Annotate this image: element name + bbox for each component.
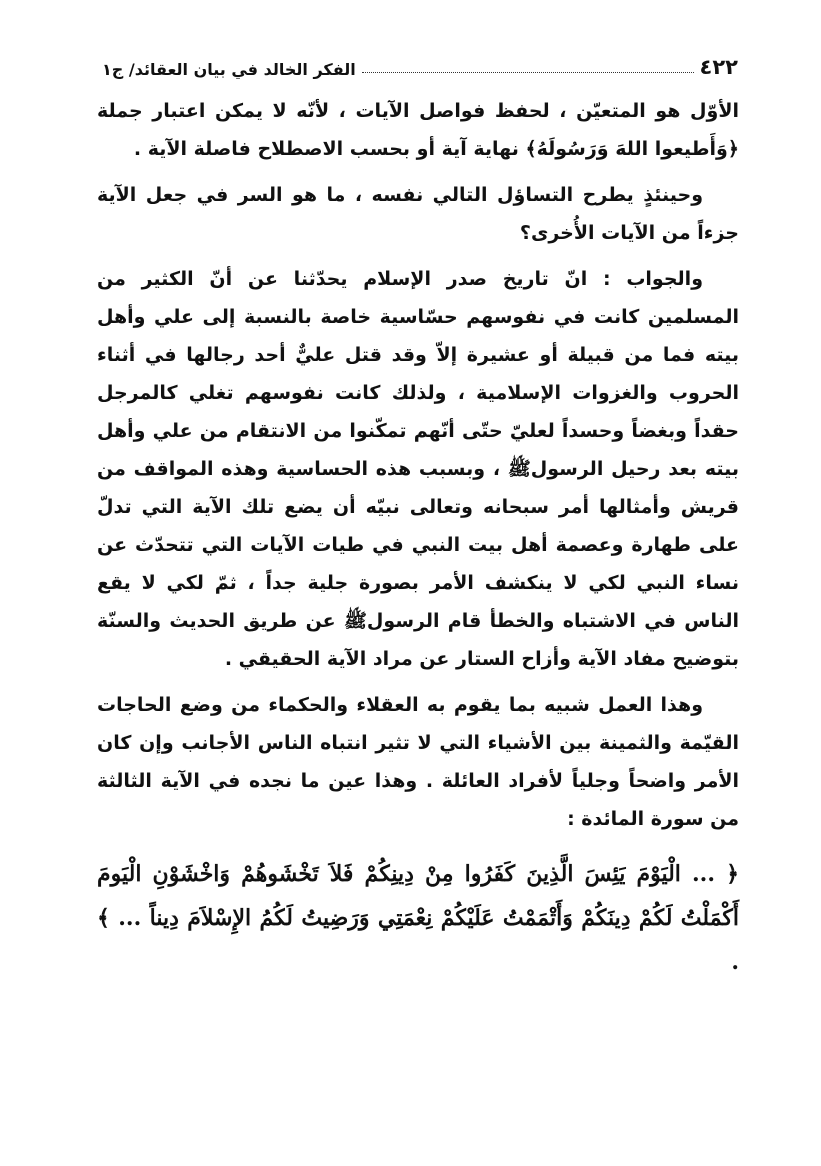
header-dotted-leader (362, 72, 694, 73)
paragraph-4: وهذا العمل شبيه بما يقوم به العقلاء والحكماء من وضع الحاجات القيّمة والثمينة بين الأشياء التي لا تثير انتباه الناس الأجانب وإن كان الأمر واضحاً وجلياً لأفراد العائلة . وهذا عين ما نجده في الآية الثالثة من سورة المائدة : (97, 694, 739, 830)
paragraph-2: وحينئذٍ يطرح التساؤل التالي نفسه ، ما هو السر في جعل الآية جزءاً من الآيات الأُخرى؟ (97, 184, 739, 244)
quran-verse-quote: ﴿ ... الْيَوْمَ يَئِسَ الَّذِينَ كَفَرُوا مِنْ دِينِكُمْ فَلاَ تَخْشَوهُمْ وَاخْشَوْنِ الْيَومَ أَكْمَلْتُ لَكُمْ دِينَكُمْ وَأَتْمَمْتُ عَلَيْكُمْ نِعْمَتِي وَرَضِيتُ لَكُمُ الإِسْلاَمَ دِيناً ... ﴾ . (97, 861, 739, 975)
paragraph-1: الأوّل هو المتعيّن ، لحفظ فواصل الآيات ، لأنّه لا يمكن اعتبار جملة ﴿وَأَطيعوا اللهَ وَرَسُولَهُ﴾ نهاية آية أو بحسب الاصطلاح فاصلة الآية . (97, 100, 739, 160)
page-number: ٤٢٢ (699, 55, 738, 79)
page-header (102, 44, 738, 78)
page-body (97, 92, 739, 984)
running-title: الفكر الخالد في بيان العقائد/ ج١ (102, 60, 356, 79)
paragraph-3: والجواب : انّ تاريخ صدر الإسلام يحدّثنا عن أنّ الكثير من المسلمين كانت في نفوسهم حسّاسية خاصة بالنسبة إلى علي وأهل بيته فما من قبيلة أو عشيرة إلاّ وقد قتل عليٌّ أحد رجالها في أثناء الحروب والغزوات الإسلامية ، ولذلك كانت نفوسهم تغلي كالمرجل حقداً وبغضاً وحسداً لعليّ حتّى أنّهم تمكّنوا من الانتقام من علي وأهل بيته بعد رحيل الرسولﷺ ، وبسبب هذه الحساسية وهذه المواقف من قريش وأمثالها أمر سبحانه وتعالى نبيّه أن يضع تلك الآية التي تدلّ على طهارة وعصمة أهل بيت النبي في طيات الآيات التي تتحدّث عن نساء النبي لكي لا ينكشف الأمر بصورة جلية جداً ، ثمّ لكي لا يقع الناس في الاشتباه والخطأ قام الرسولﷺ عن طريق الحديث والسنّة بتوضيح مفاد الآية وأزاح الستار عن مراد الآية الحقيقي . (97, 268, 739, 670)
